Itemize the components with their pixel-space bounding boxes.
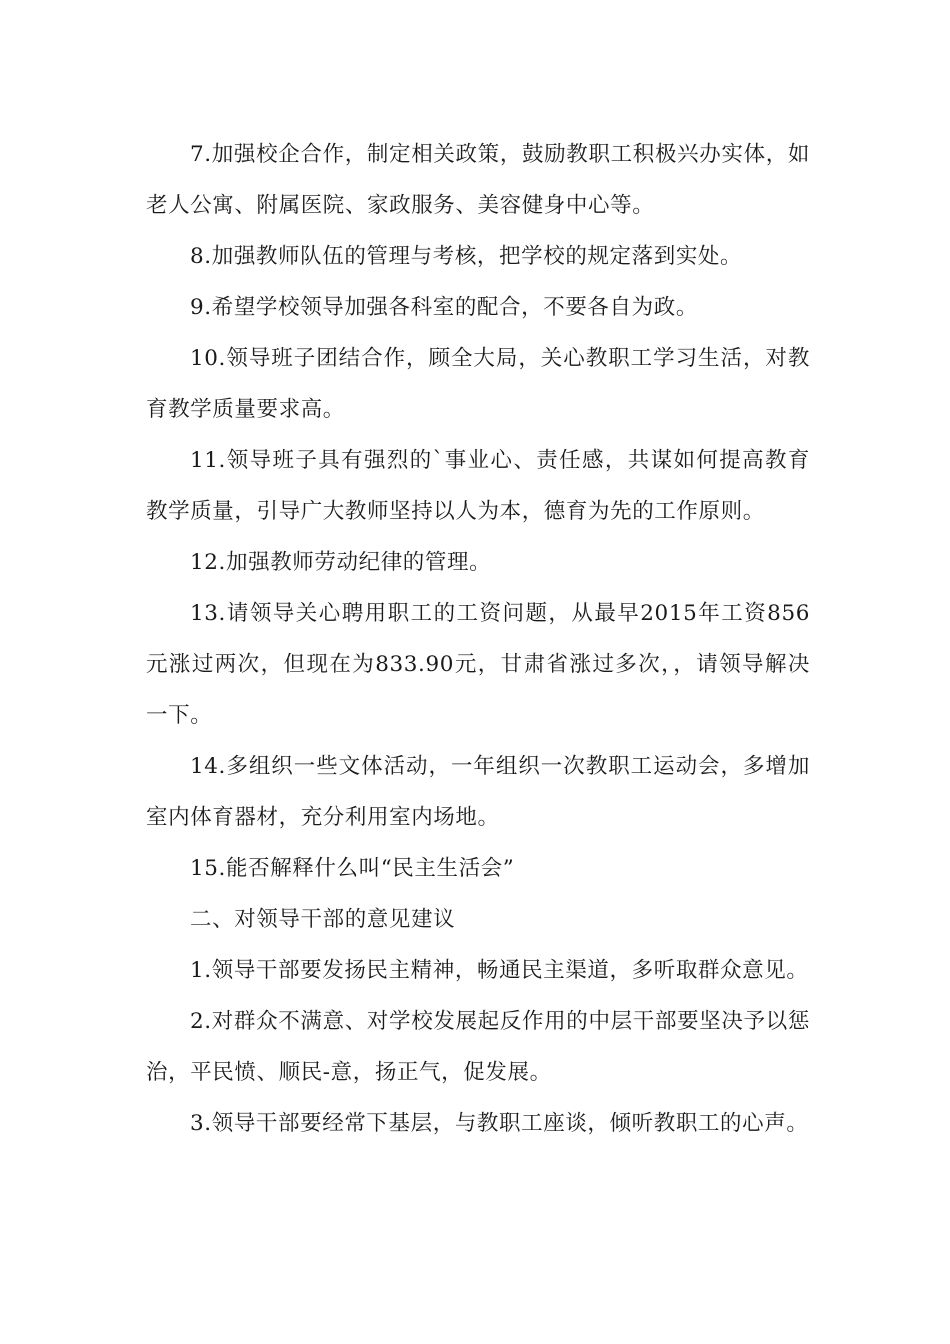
paragraph-item-8: 8.加强教师队伍的管理与考核，把学校的规定落到实处。 <box>190 244 743 269</box>
paragraph-item-2: 2.对群众不满意、对学校发展起反作用的中层干部要坚决予以惩治，平民愤、顺民-意，扬正气，促发展。 <box>146 1009 810 1085</box>
paragraph-item-1: 1.领导干部要发扬民主精神，畅通民主渠道，多听取群众意见。 <box>190 958 809 983</box>
paragraph-item-11: 11.领导班子具有强烈的`事业心、责任感，共谋如何提高教育教学质量，引导广大教师坚持以人为本，德育为先的工作原则。 <box>146 448 810 524</box>
paragraph-item-15: 15.能否解释什么叫“民主生活会” <box>190 856 515 881</box>
paragraph-item-3: 3.领导干部要经常下基层，与教职工座谈，倾听教职工的心声。 <box>190 1111 809 1136</box>
paragraph-item-14: 14.多组织一些文体活动，一年组织一次教职工运动会，多增加室内体育器材，充分利用室内场地。 <box>146 754 810 830</box>
paragraph-item-13: 13.请领导关心聘用职工的工资问题，从最早2015年工资856元涨过两次，但现在为833.90元，甘肃省涨过多次，，请领导解决一下。 <box>146 601 810 728</box>
paragraph-item-12: 12.加强教师劳动纪律的管理。 <box>190 550 492 575</box>
paragraph-item-9: 9.希望学校领导加强各科室的配合，不要各自为政。 <box>190 295 698 320</box>
section-heading: 二、对领导干部的意见建议 <box>190 907 456 932</box>
paragraph-item-10: 10.领导班子团结合作，顾全大局，关心教职工学习生活，对教育教学质量要求高。 <box>146 346 810 422</box>
document-body <box>146 129 810 1149</box>
paragraph-item-7: 7.加强校企合作，制定相关政策，鼓励教职工积极兴办实体，如老人公寓、附属医院、家政服务、美容健身中心等。 <box>146 142 810 218</box>
